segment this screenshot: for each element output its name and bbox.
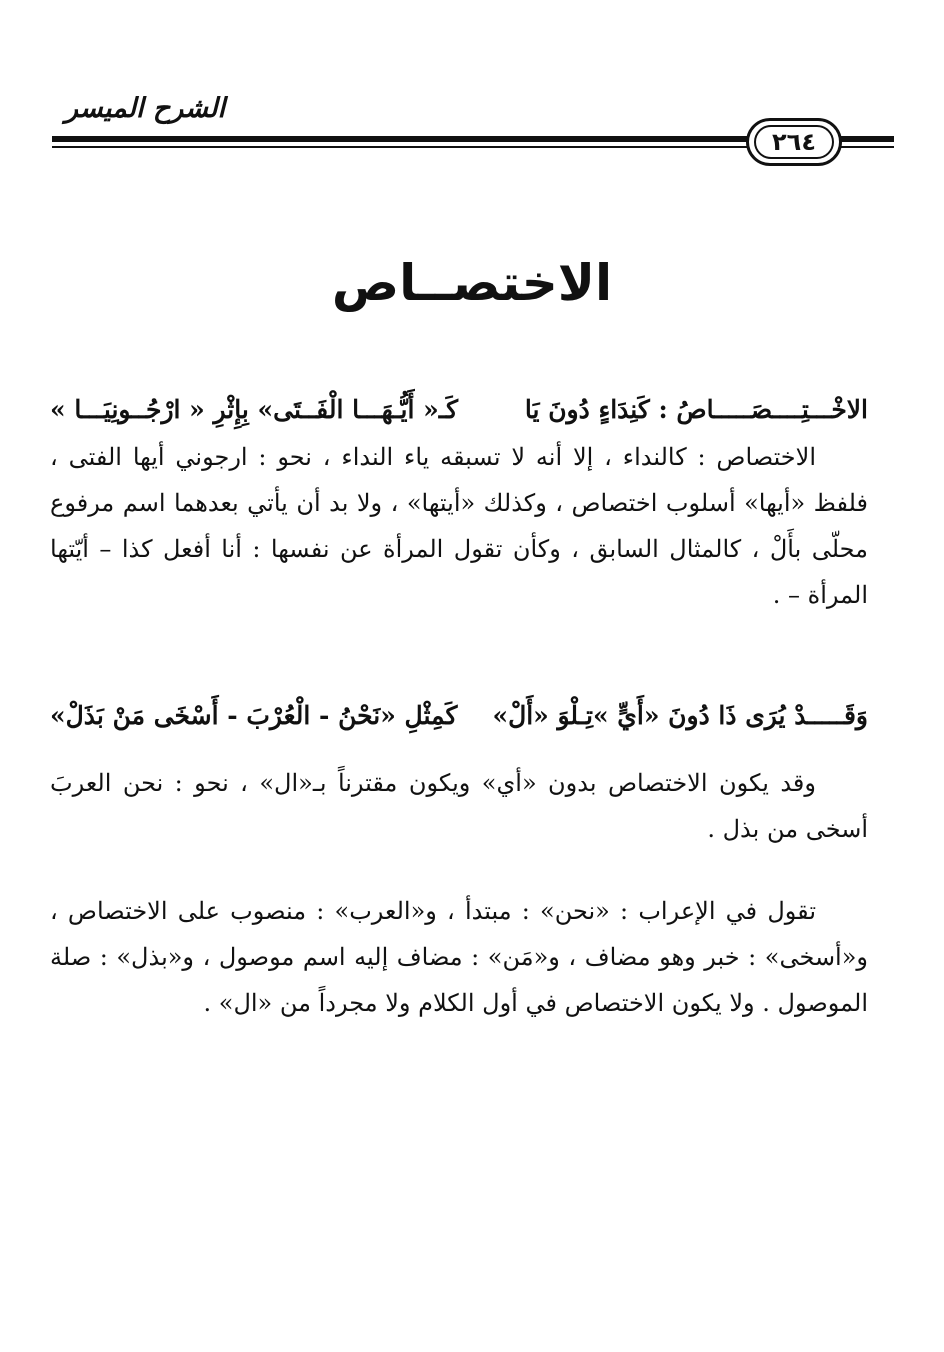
header-rule-thin bbox=[52, 146, 748, 148]
paragraph: تقول في الإعراب : «نحن» : مبتدأ ، و«العرب» : منصوب على الاختصاص ، و«أسخى» : خبر وهو مضاف ، و«مَن» : مضاف إليه اسم موصول ، و«بذل» : صلة الموصول . ولا يكون الاختصاص في أول الكلام ولا مجرداً من «ال» . bbox=[50, 897, 868, 1017]
verse-second-hemistich: كَمِثْلِ «نَحْنُ - الْعُرْبَ - أَسْخَى مَنْ بَذَلْ» bbox=[50, 701, 458, 730]
verse-line bbox=[50, 694, 868, 738]
paragraph: وقد يكون الاختصاص بدون «أي» ويكون مقترناً بـ«ال» ، نحو : نحن العربَ أسخى من بذل . bbox=[50, 769, 868, 843]
header-rule-thick-right bbox=[840, 136, 894, 142]
page-number-frame bbox=[746, 118, 842, 166]
header-rule-thin-right bbox=[840, 146, 894, 148]
verse-line bbox=[50, 388, 868, 432]
page-number-inner-frame bbox=[754, 125, 834, 159]
paragraph: الاختصاص : كالنداء ، إلا أنه لا تسبقه ياء النداء ، نحو : ارجوني أيها الفتى ، فلفظ «أيها» أسلوب اختصاص ، وكذلك «أيتها» ، ولا بد أن يأتي بعدهما اسم مرفوع محلّى بأَلْ ، كالمثال السابق ، وكأن تقول المرأة عن نفسها : أنا أفعل كذا – أيّتها المرأة – . bbox=[50, 443, 868, 609]
header-rule-thick bbox=[52, 136, 748, 142]
page-number: ٢٦٤ bbox=[772, 128, 816, 156]
verse-first-hemistich: الاخْـــتِــــصَـــــاصُ : كَنِدَاءٍ دُونَ يَا bbox=[524, 395, 868, 424]
running-title: الشرح الميسر bbox=[64, 93, 225, 124]
verse-first-hemistich: وَقَـــــدْ يُرَى ذَا دُونَ «أَيٍّ »تِـلْوَ «أَلْ» bbox=[492, 701, 868, 730]
verse-second-hemistich: كَـ« أَيُّـهَـــا الْفَــتَى» بِإِثْرِ « ارْجُــونِيَـــا » bbox=[50, 395, 458, 424]
chapter-title: الاختصــاص bbox=[331, 254, 613, 312]
